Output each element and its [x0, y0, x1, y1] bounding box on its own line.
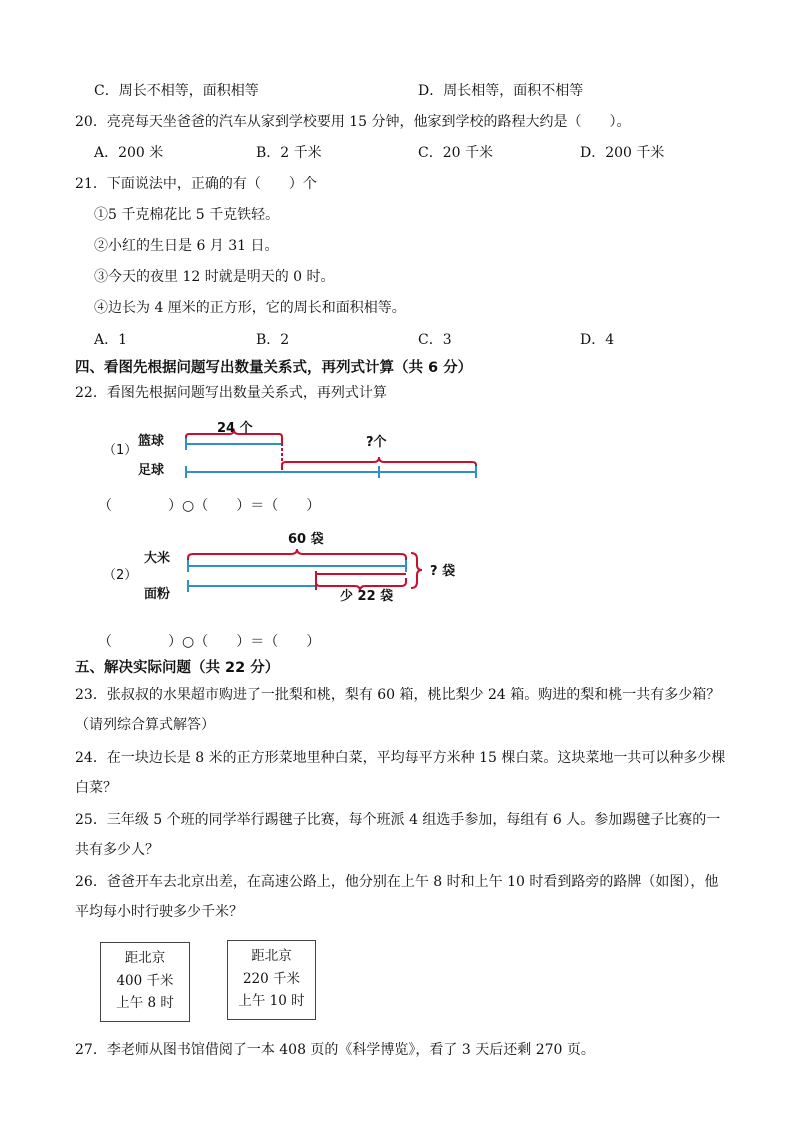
q22-fill-2: （ ）○（ ）＝（ ） [98, 634, 321, 650]
diagram-1-top-label: 24 个 [217, 421, 253, 436]
q26-line-2: 平均每小时行驶多少千米？ [75, 904, 243, 920]
diagram-2-label-flour: 面粉 [144, 587, 171, 602]
road-sign-8am-line-2: 400 千米 [116, 973, 174, 989]
diagram-2-number: （2） [103, 568, 138, 583]
section-5-title: 五、解决实际问题（共 22 分） [75, 660, 280, 676]
diagram-1-label-basketball: 篮球 [138, 434, 165, 449]
diagram-2-top-brace [188, 549, 406, 565]
q24-line-2: 白菜？ [75, 780, 117, 796]
q27-line-1: 27．李老师从图书馆借阅了一本 408 页的《科学博览》，看了 3 天后还剩 270 页。 [75, 1042, 595, 1058]
road-sign-10am-line-2: 220 千米 [242, 971, 301, 987]
road-sign-8am-line-1: 距北京 [124, 950, 166, 966]
q22-stem: 22．看图先根据问题写出数量关系式，再列式计算 [75, 385, 387, 401]
q21-option-a: A．1 [94, 332, 128, 348]
q25-line-2: 共有多少人？ [75, 842, 159, 858]
q19-option-d: D．周长相等，面积不相等 [418, 83, 584, 99]
diagram-2-label-rice: 大米 [144, 551, 171, 566]
q19-option-c: C．周长不相等，面积相等 [94, 83, 259, 99]
q21-item-4: ④边长为 4 厘米的正方形，它的周长和面积相等。 [94, 300, 406, 316]
diagram-1-number: （1） [103, 443, 138, 458]
diagram-1-label-football: 足球 [138, 463, 165, 478]
q21-option-c: C．3 [418, 332, 452, 348]
q23-line-2: （请列综合算式解答） [75, 717, 215, 733]
diagram-2-top-label: 60 袋 [288, 532, 324, 547]
diagram-2-less-label: 少 22 袋 [340, 589, 394, 604]
q26-line-1: 26．爸爸开车去北京出差，在高速公路上，他分别在上午 8 时和上午 10 时看到路旁的路牌（如图），他 [75, 874, 719, 890]
q23-line-1: 23．张叔叔的水果超市购进了一批梨和桃，梨有 60 箱，桃比梨少 24 箱。购进的梨和桃一共有多少箱？ [75, 687, 721, 703]
diagram-2-right-brace [411, 553, 422, 588]
q21-option-d: D．4 [580, 332, 615, 348]
diagram-2-right-label: ? 袋 [430, 564, 456, 579]
q21-option-b: B．2 [256, 332, 290, 348]
q21-stem: 21．下面说法中，正确的有（ ）个 [75, 176, 317, 192]
road-sign-8am [100, 942, 190, 1022]
road-sign-10am [227, 940, 316, 1020]
q22-fill-1: （ ）○（ ）＝（ ） [98, 498, 321, 514]
q21-item-3: ③今天的夜里 12 时就是明天的 0 时。 [94, 269, 335, 285]
road-sign-10am-line-1: 距北京 [251, 948, 292, 964]
q21-item-1: ①5 千克棉花比 5 千克铁轻。 [94, 207, 280, 223]
q20-option-d: D．200 千米 [580, 145, 665, 161]
q20-stem: 20．亮亮每天坐爸爸的汽车从家到学校要用 15 分钟，他家到学校的路程大约是（ ）。 [75, 114, 631, 130]
q20-option-b: B．2 千米 [256, 145, 322, 161]
section-4-title: 四、看图先根据问题写出数量关系式，再列式计算（共 6 分） [75, 360, 473, 376]
q20-option-a: A．200 米 [94, 145, 164, 161]
diagram-1-question-label: ?个 [366, 435, 387, 450]
q24-line-1: 24．在一块边长是 8 米的正方形菜地里种白菜，平均每平方米种 15 棵白菜。这块菜地一共可以种多少棵 [75, 750, 726, 766]
q21-item-2: ②小红的生日是 6 月 31 日。 [94, 238, 279, 254]
road-sign-8am-line-3: 上午 8 时 [116, 995, 174, 1011]
q25-line-1: 25．三年级 5 个班的同学举行踢毽子比赛，每个班派 4 组选手参加，每组有 6 人。参加踢毽子比赛的一 [75, 812, 721, 828]
q20-option-c: C．20 千米 [418, 145, 493, 161]
road-sign-10am-line-3: 上午 10 时 [238, 993, 305, 1009]
